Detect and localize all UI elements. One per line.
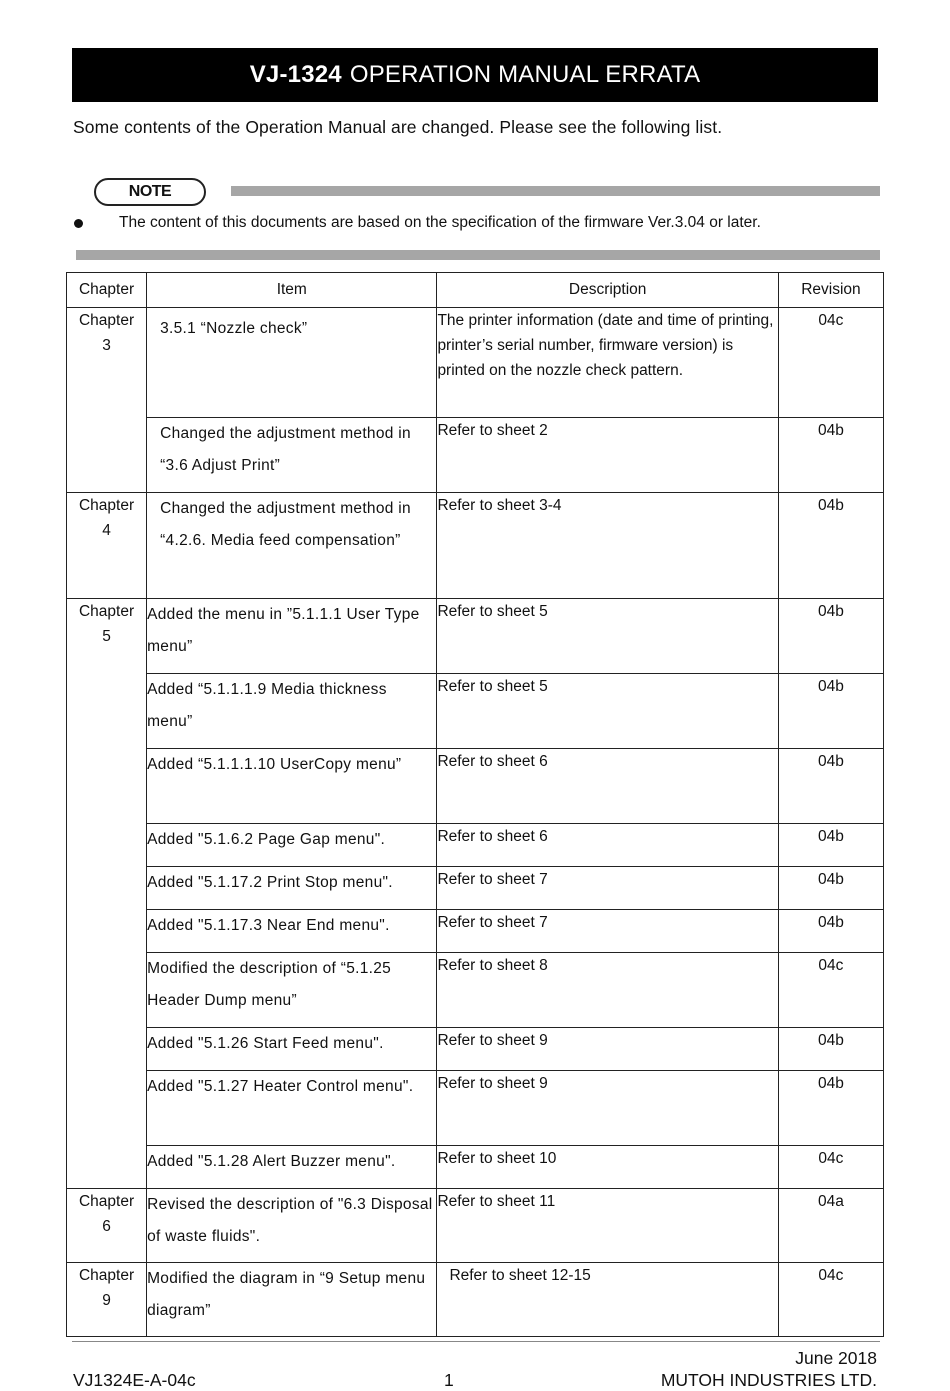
item-cell: Added the menu in ”5.1.1.1 User Type menu”	[147, 599, 437, 674]
item-cell: Added "5.1.27 Heater Control menu".	[147, 1071, 437, 1146]
revision-cell: 04b	[778, 867, 883, 910]
description-cell: Refer to sheet 6	[437, 824, 778, 867]
item-cell: Added "5.1.17.3 Near End menu".	[147, 910, 437, 953]
item-cell: Changed the adjustment method in “4.2.6. Media feed compensation”	[147, 493, 437, 599]
chapter-cell	[67, 599, 147, 1189]
table-row	[67, 1146, 884, 1189]
item-cell: Modified the description of “5.1.25 Header Dump menu”	[147, 953, 437, 1028]
document-title	[72, 48, 878, 102]
description-cell: Refer to sheet 7	[437, 910, 778, 953]
item-cell: 3.5.1 “Nozzle check”	[147, 308, 437, 418]
revision-cell: 04b	[778, 1028, 883, 1071]
revision-cell: 04b	[778, 910, 883, 953]
footer-company: MUTOH INDUSTRIES LTD.	[660, 1370, 877, 1390]
revision-cell: 04c	[778, 1146, 883, 1189]
table-row	[67, 674, 884, 749]
description-cell: Refer to sheet 9	[437, 1028, 778, 1071]
item-cell: Added "5.1.6.2 Page Gap menu".	[147, 824, 437, 867]
footer-document-code: VJ1324E-A-04c	[73, 1370, 196, 1390]
item-cell: Added “5.1.1.1.9 Media thickness menu”	[147, 674, 437, 749]
table-row	[67, 1028, 884, 1071]
item-cell: Added "5.1.28 Alert Buzzer menu".	[147, 1146, 437, 1189]
description-cell: Refer to sheet 3-4	[437, 493, 778, 599]
note-bullet-text: The content of this documents are based on the specification of the firmware Ver.3.04 or later.	[119, 214, 761, 231]
item-cell: Changed the adjustment method in “3.6 Adjust Print”	[147, 418, 437, 493]
chapter-label: Chapter 5	[78, 603, 135, 645]
chapter-cell	[67, 1189, 147, 1263]
description-cell: Refer to sheet 7	[437, 867, 778, 910]
header-chapter: Chapter	[67, 273, 147, 308]
description-cell: The printer information (date and time of printing, printer’s serial number, firmware version) is printed on the nozzle check pattern.	[437, 308, 778, 418]
table-row	[67, 1071, 884, 1146]
table-header-row	[67, 273, 884, 308]
description-cell: Refer to sheet 2	[437, 418, 778, 493]
table-row	[67, 1189, 884, 1263]
revision-cell: 04b	[778, 418, 883, 493]
table-row	[67, 749, 884, 824]
note-divider-top	[231, 186, 880, 196]
table-row	[67, 953, 884, 1028]
table-row	[67, 824, 884, 867]
description-cell: Refer to sheet 9	[437, 1071, 778, 1146]
description-cell: Refer to sheet 6	[437, 749, 778, 824]
revision-cell: 04b	[778, 674, 883, 749]
revision-cell: 04c	[778, 308, 883, 418]
bullet-icon	[74, 219, 83, 228]
revision-cell: 04b	[778, 599, 883, 674]
table-row	[67, 493, 884, 599]
page-number: 1	[444, 1370, 454, 1390]
revision-cell: 04c	[778, 1263, 883, 1337]
header-revision: Revision	[778, 273, 883, 308]
table-row	[67, 599, 884, 674]
revision-cell: 04b	[778, 824, 883, 867]
chapter-label: Chapter 9	[78, 1267, 135, 1309]
revision-cell: 04b	[778, 493, 883, 599]
description-cell: Refer to sheet 8	[437, 953, 778, 1028]
model-name: VJ-1324	[249, 61, 342, 88]
item-cell: Modified the diagram in “9 Setup menu diagram”	[147, 1263, 437, 1337]
errata-table	[66, 272, 884, 1337]
intro-text: Some contents of the Operation Manual are changed. Please see the following list.	[73, 117, 723, 137]
description-cell: Refer to sheet 5	[437, 674, 778, 749]
header-description: Description	[437, 273, 778, 308]
table-row	[67, 1263, 884, 1337]
table-row	[67, 910, 884, 953]
item-cell: Revised the description of "6.3 Disposal of waste fluids".	[147, 1189, 437, 1263]
description-cell: Refer to sheet 11	[437, 1189, 778, 1263]
revision-cell: 04c	[778, 953, 883, 1028]
note-badge: NOTE	[94, 178, 206, 206]
chapter-cell	[67, 1263, 147, 1337]
chapter-label: Chapter 3	[78, 312, 135, 354]
header-item: Item	[147, 273, 437, 308]
footer-divider	[72, 1341, 880, 1342]
table-row	[67, 867, 884, 910]
chapter-cell	[67, 308, 147, 493]
chapter-cell	[67, 493, 147, 599]
note-divider-bottom	[76, 250, 880, 260]
table-row	[67, 308, 884, 418]
revision-cell: 04b	[778, 1071, 883, 1146]
revision-cell: 04a	[778, 1189, 883, 1263]
table-row	[67, 418, 884, 493]
item-cell: Added "5.1.17.2 Print Stop menu".	[147, 867, 437, 910]
revision-cell: 04b	[778, 749, 883, 824]
footer-date: June 2018	[795, 1348, 877, 1368]
description-cell: Refer to sheet 10	[437, 1146, 778, 1189]
chapter-label: Chapter 4	[78, 497, 135, 539]
description-cell: Refer to sheet 5	[437, 599, 778, 674]
description-cell: Refer to sheet 12-15	[437, 1263, 778, 1337]
item-cell: Added "5.1.26 Start Feed menu".	[147, 1028, 437, 1071]
item-cell: Added “5.1.1.1.10 UserCopy menu”	[147, 749, 437, 824]
title-text: OPERATION MANUAL ERRATA	[349, 61, 701, 88]
chapter-label: Chapter 6	[78, 1193, 135, 1235]
